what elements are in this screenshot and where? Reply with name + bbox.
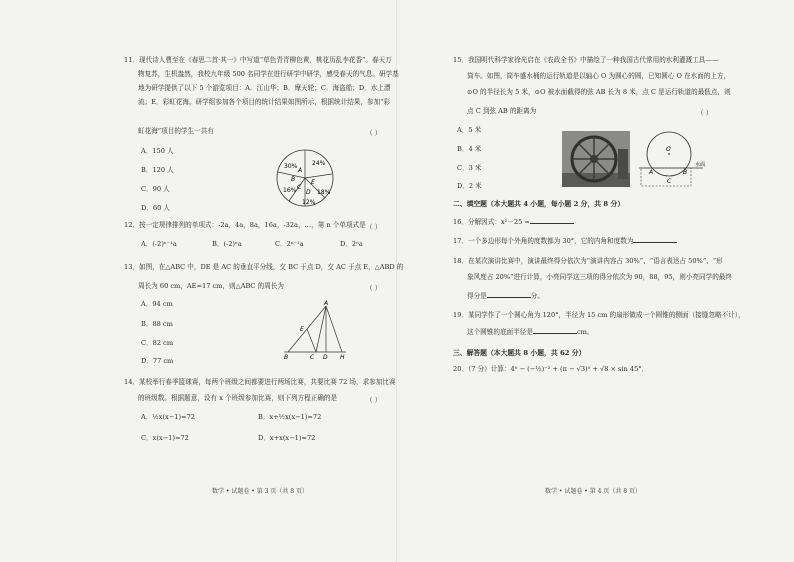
pie-divider <box>305 174 332 178</box>
pie-label: E <box>311 179 315 186</box>
q18-suffix: 分。 <box>530 292 544 300</box>
pie-label: 12% <box>302 199 316 206</box>
pie-label: B <box>291 176 296 183</box>
q15-circle-diagram <box>637 128 713 192</box>
point-label: C <box>667 178 672 185</box>
q14-option-b: B．x+½x(x−1)=72 <box>258 413 322 421</box>
q17-row <box>453 236 677 246</box>
q15-line-3: ⊙O 的半径长为 5 米，⊙O 被水面截得的弦 AB 长为 8 米，点 C 是运行轨道的最低点，则 <box>467 88 731 96</box>
q11-option-c: C．90 人 <box>141 185 170 193</box>
q11-answer-paren: （ ） <box>366 129 382 137</box>
q13-triangle-figure <box>280 300 350 360</box>
q12-answer-paren: （ ） <box>366 223 382 231</box>
q19-line-2: 这个圆锥的底面半径是 <box>467 328 533 336</box>
q15-option-b: B．4 米 <box>457 145 482 153</box>
point-label: O <box>666 146 671 153</box>
q12-option-c: C．2ⁿ⁻¹a <box>275 240 304 248</box>
q11-option-b: B．120 人 <box>141 166 174 174</box>
q13-answer-paren: （ ） <box>366 284 382 292</box>
q12-option-d: D．2ⁿa <box>340 240 363 248</box>
pie-label: 24% <box>312 160 326 167</box>
q18-line-1: 18．在某次演讲比赛中，演讲最终得分依次为“演讲内容占 30%”、“语言表达占 50%”、“形 <box>453 257 723 265</box>
point-label: A <box>649 169 654 176</box>
pie-label: A <box>298 167 303 174</box>
q11-line-2: 物复苏，生机盎然，我校九年级 500 名同学在进行研学中研学，感受春天的气息。研学基 <box>138 70 399 78</box>
pie-label: C <box>297 184 302 191</box>
q12-option-a: A．(-2)ⁿ⁻¹a <box>141 240 177 248</box>
q13-line-2: 周长为 60 cm，AE=17 cm，则△ABC 的周长为 <box>138 282 284 290</box>
q18-answer-blank <box>487 291 531 298</box>
pie-label: D <box>306 189 311 196</box>
q16-stem: 16．分解因式：x²－25 = <box>453 218 530 226</box>
q15-option-c: C．3 米 <box>457 164 482 172</box>
vertex-label: D <box>323 354 328 360</box>
waterwheel-photo <box>562 131 630 187</box>
q15-line-4: 点 C 到弦 AB 的距离为 <box>467 107 537 115</box>
center-point <box>668 153 670 155</box>
q13-option-a: A．94 cm <box>141 300 173 308</box>
segment-de <box>307 329 316 352</box>
pie-label: 16% <box>283 187 297 194</box>
q15-line-2: 筒车。如图，筒车盛水桶的运行轨道是以轴心 O 为圆心的圆，已知圆心 O 在水面的上方， <box>467 72 731 80</box>
page-footer: 数学 • 试题卷 • 第 4 页（共 8 页） <box>545 488 641 495</box>
q11-pie-chart <box>275 148 335 208</box>
vertex-label: H <box>340 354 345 360</box>
q14-line-2: 的班级数。根据题意，设有 x 个班级参加比赛，则下列方程正确的是 <box>138 394 338 402</box>
q18-line-3: 得分是 <box>467 292 487 300</box>
q15-option-d: D．2 米 <box>457 182 482 190</box>
q14-option-c: C．x(x−1)=72 <box>141 434 189 442</box>
q15-answer-paren: （ ） <box>697 109 713 117</box>
vertex-label: B <box>284 354 289 360</box>
q13-line-1: 13．如图，在△ABC 中，DE 是 AC 的垂直平分线，交 BC 于点 D，交 AC 于点 E，△ABD 的 <box>124 263 404 271</box>
q19-suffix: cm。 <box>576 328 594 336</box>
q14-option-d: D．x+x(x−1)=72 <box>258 434 316 442</box>
vertex-label: C <box>310 354 315 360</box>
q18-line-2: 象风度占 20%”进行计算，小亮同学这三项的得分依次为 90，88，95，则小亮同学的最终 <box>467 273 732 281</box>
section-fill-in-title: 二、填空题（本大题共 4 小题，每小题 2 分，共 8 分） <box>453 200 625 208</box>
q12-option-b: B．(-2)ⁿa <box>212 240 242 248</box>
exam-page-4 <box>397 0 794 562</box>
pie-label: 18% <box>317 189 331 196</box>
q11-line-5: 虹花海”项目的学生一共有 <box>138 127 214 135</box>
q11-line-1: 11．现代诗人曹至在《春思二首·其一》中写道“草色青青柳色黄，桃花历乱李花香”。春天万 <box>124 56 392 64</box>
section-solve-title: 三、解答题（本大题共 8 小题，共 62 分） <box>453 349 586 357</box>
q16-row <box>453 217 574 227</box>
q14-option-a: A．½x(x−1)=72 <box>141 413 195 421</box>
q15-line-1: 15．我国明代科学家徐光启在《农政全书》中描绘了一种我国古代常用的水利灌溉工具—— <box>453 56 719 64</box>
triangle-side <box>326 306 342 352</box>
q11-line-3: 地为研学提供了以下 5 个游览项目：A．江山华；B．摩天轮；C．海盗船；D．水上漂 <box>138 84 391 92</box>
q20-stem: 20．（7 分）计算：4⁰ − (−½)⁻² + (π − √3)⁰ + √8 × sin 45°． <box>453 365 649 373</box>
photo-frame-post <box>618 149 628 179</box>
q19-line-1: 19．某同学作了一个圆心角为 120°，半径为 15 cm 的扇形做成一个圆锥的侧面（接缝忽略不计）， <box>453 311 745 319</box>
q16-answer-blank <box>530 217 574 224</box>
pie-label: 30% <box>284 163 298 170</box>
water-surface-label: 水面 <box>695 162 706 168</box>
point-label: B <box>683 169 688 176</box>
q19-row-2 <box>467 327 593 337</box>
q13-option-c: C．82 cm <box>141 339 174 347</box>
q12-stem: 12．按一定规律排列的单项式：-2a，4a，8a，16a，-32a，…，第 n 个单项式是 <box>124 221 366 229</box>
page-footer: 数学 • 试题卷 • 第 3 页（共 8 页） <box>212 488 308 495</box>
q18-row-3 <box>467 291 544 301</box>
q14-answer-paren: （ ） <box>366 396 382 404</box>
q15-option-a: A．5 米 <box>457 126 482 134</box>
vertex-label: E <box>300 326 304 333</box>
vertex-label: A <box>324 300 329 307</box>
q11-option-a: A．150 人 <box>141 147 174 155</box>
q13-option-d: D．77 cm <box>141 357 174 365</box>
segment-ad <box>316 306 326 352</box>
q19-answer-blank <box>533 327 577 334</box>
q17-answer-blank <box>633 236 677 243</box>
q14-line-1: 14．某校举行春季篮球赛，每两个班级之间都要进行两场比赛，共要比赛 72 场，求参加比赛 <box>124 378 396 386</box>
q11-line-4: 流；E．彩虹花海。研学组参加各个项目的统计结果如图所示，根据统计结果，参加“彩 <box>138 98 391 106</box>
q13-option-b: B．88 cm <box>141 320 173 328</box>
q11-option-d: D．60 人 <box>141 204 170 212</box>
q17-stem: 17．一个多边形每个外角的度数都为 30°，它的内角和度数为 <box>453 237 634 245</box>
